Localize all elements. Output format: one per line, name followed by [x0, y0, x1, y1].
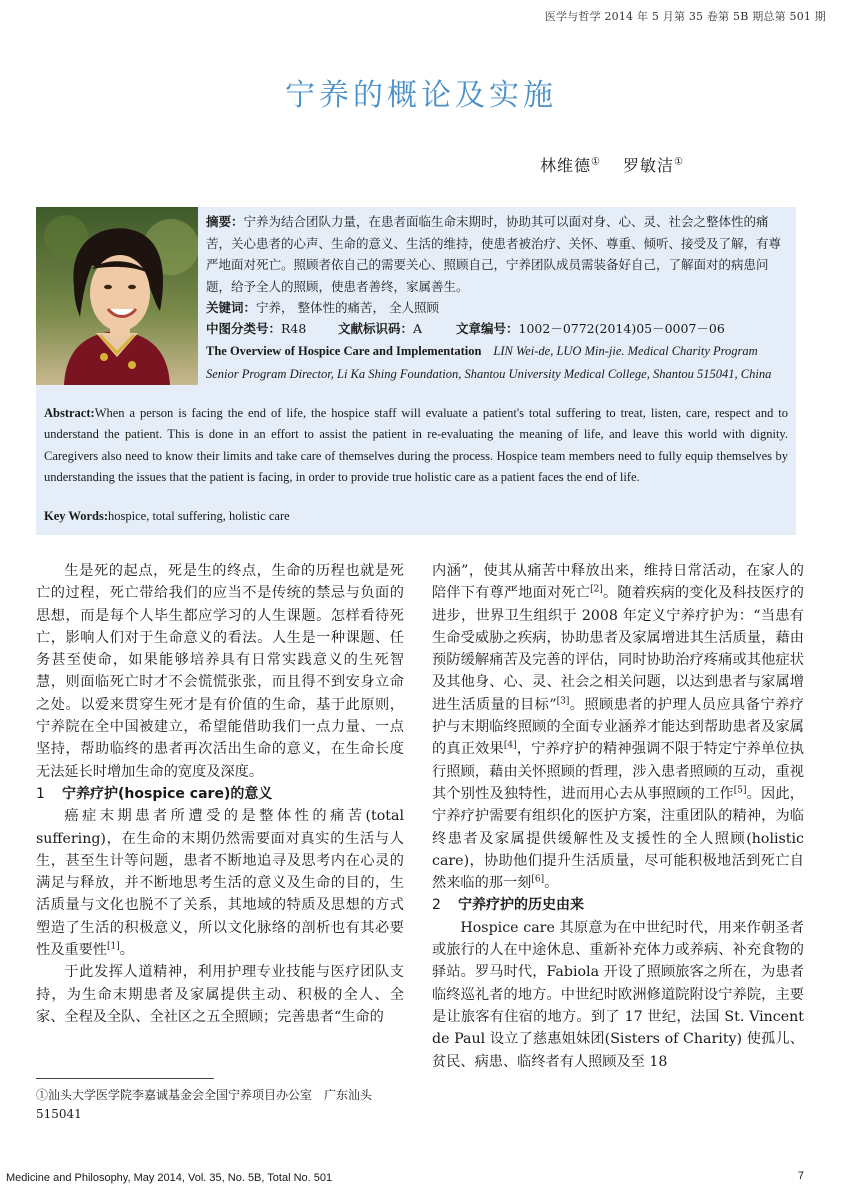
english-abstract: [44, 403, 788, 488]
abstract-cn-text: 宁养为结合团队力量，在患者面临生命末期时，协助其可以面对身、心、灵、社会之整体性的痛苦，关心患者的心声、生命的意义、生活的维持，使患者被治疗、关怀、尊重、倾听、接受及了解，有尊严地面对死亡。照顾者依自己的需要关心、照顾自己，宁养团队成员需装备好自己，了解面对的病患问题，给予全人的照顾，使患者善终，家属善生。: [206, 214, 782, 294]
article-no-label: 文章编号：: [456, 321, 519, 336]
author-line: [540, 153, 684, 176]
footnote: ①汕头大学医学院李嘉诚基金会全国宁养项目办公室 广东汕头 515041: [36, 1088, 373, 1121]
abstract-box: [36, 207, 796, 535]
body-paragraph: 生是死的起点，死是生的终点，生命的历程也就是死亡的过程，死亡带给我们的应当不是传统的禁忌与负面的思想，而是每个人毕生都应学习的人生课题。怎样看待死亡，影响人们对于生命意义的看法。人生是一种课题、任务甚至使命，如果能够培养具有日常实践意义的生死智慧，则面临死亡时才不会慌慌张张，而且得不到安身立命之处。以爱来贯穿生死才是有价值的生命，基于此原则，宁养院在全中国被建立，希望能借助我们一点力量、一点坚持，帮助临终的患者再次活出生命的意义，在生命长度无法延长时增加生命的宽度及深度。: [36, 563, 404, 780]
clc-label: 中图分类号：: [206, 321, 282, 336]
english-keywords: [44, 509, 788, 524]
citation-ref: [4]: [503, 740, 517, 751]
abstract-en-label: Abstract:: [44, 406, 95, 420]
citation-ref: [3]: [556, 696, 570, 707]
doc-code-value: A: [413, 321, 423, 336]
section-number: 1: [36, 785, 45, 802]
english-title-block: [206, 340, 788, 385]
keywords-cn-text: 宁养， 整体性的痛苦， 全人照顾: [256, 300, 439, 315]
body-paragraph: 内涵”，使其从痛苦中释放出来，维持日常活动，在家人的陪伴下有尊严地面对死亡[2]。随着疾病的变化及科技医疗的进步，世界卫生组织于 2008 年定义宁养疗护为：“当患有生命受威胁之疾病，协助患者及家属增进其生活质量，藉由预防缓解痛苦及完善的评估，同时协助治疗疼痛或其他症状及其他身、心、灵、社会之相关问题，以达到患者与家属增进生活质量的目标”[3]。照顾患者的护理人员应具备宁养疗护与末期临终照顾的全面专业涵养才能达到帮助患者及家属的真正效果[4]，宁养疗护的精神强调不限于特定宁养单位执行照顾，藉由关怀照顾的哲理，涉入患者照顾的互动，重视其个别性及独特性，进而用心去从事照顾的工作[5]。因此，宁养疗护需要有组织化的医护方案，注重团队的精神，为临终患者及家属提供缓解性及支援性的全人照顾(holistic care)，协助他们提升生活质量，尽可能积极地活到死亡自然来临的那一刻[6]。: [432, 563, 804, 892]
citation-ref: [6]: [531, 874, 545, 885]
author-name: 林维德: [540, 156, 592, 175]
keywords-cn-label: 关键词：: [206, 300, 257, 315]
keywords-en-text: hospice, total suffering, holistic care: [108, 509, 290, 523]
author-name: 罗敏洁: [623, 156, 675, 175]
running-head: 医学与哲学 2014 年 5 月第 35 卷第 5B 期总第 501 期: [544, 10, 826, 23]
footnote-rule: [36, 1078, 214, 1079]
english-affiliation: LIN Wei-de, LUO Min-jie. Medical Charity Program Senior Program Director, Li Ka Shing Foundation, Shantou University Medical College, Shantou 515041, China: [206, 344, 772, 381]
citation-ref: [2]: [590, 584, 603, 595]
citation-ref: [5]: [733, 785, 747, 796]
citation-ref: [1]: [106, 941, 120, 952]
section-heading-2: [432, 894, 804, 916]
body-paragraph: Hospice care 其原意为在中世纪时代，用来作朝圣者或旅行的人在中途休息、重新补充体力或养病、补充食物的驿站。罗马时代，Fabiola 开设了照顾旅客之所在，为患者临终巡礼者的地方。中世纪时欧洲修道院附设宁养院，主要是让旅客有住宿的地方。到了 17 世纪，法国 St. Vincent de Paul 设立了慈惠姐妹团(Sisters of Charity) 使孤儿、贫民、病患、临终者有人照顾及至 18: [432, 919, 804, 1070]
keywords-en-label: Key Words:: [44, 509, 109, 523]
english-title: The Overview of Hospice Care and Implementation: [206, 344, 482, 358]
chinese-abstract: [206, 211, 788, 319]
article-no-value: 1002－0772(2014)05－0007－06: [518, 321, 725, 336]
section-title: 宁养疗护的历史由来: [458, 897, 584, 914]
clc-value: R48: [281, 321, 307, 336]
body-column-left: [36, 560, 404, 1028]
body-paragraph: 癌症末期患者所遭受的是整体性的痛苦(total suffering)，在生命的末期仍然需要面对真实的生活与人生，甚至生计等问题，患者不断地追寻及思考内在心灵的满足与释放，并不断地思考生活的意义及生命的目的，生活质量与文化也脱不了关系，其地域的特质及思想的方式塑造了生活的积极意义，所以文化脉络的剖析也有其必要性及重要性[1]。: [36, 808, 404, 959]
footer-citation: Medicine and Philosophy, May 2014, Vol. 35, No. 5B, Total No. 501: [6, 1172, 333, 1184]
body-paragraph: 于此发挥人道精神，利用护理专业技能与医疗团队支持，为生命末期患者及家属提供主动、积极的全人、全家、全程及全队、全社区之五全照顾；完善患者“生命的: [36, 964, 404, 1025]
article-title: 宁养的概论及实施: [285, 78, 557, 113]
page-number: 7: [797, 1170, 804, 1182]
abstract-en-text: When a person is facing the end of life, the hospice staff will evaluate a patient's total suffering to treat, listen, care, respect and to understand the patient. This is done in an effort to assist the patient in re-evaluating the meaning of life, and leave this world with dignity. Caregivers also need to know their limits and take care of themselves during the process. Hospice team members need to fully equip themselves by understanding the issues that the patient is facing, in order to provide true holistic care as a patient faces the end of life.: [44, 406, 788, 484]
body-column-right: [432, 560, 804, 1073]
section-title: 宁养疗护(hospice care)的意义: [62, 785, 273, 802]
section-heading-1: [36, 783, 404, 805]
section-number: 2: [432, 897, 441, 914]
abstract-cn-label: 摘要：: [206, 214, 244, 229]
doc-code-label: 文献标识码：: [338, 321, 414, 336]
affiliation-mark: ①: [674, 156, 684, 168]
affiliation-mark: ①: [591, 156, 602, 168]
classification-line: [206, 319, 788, 337]
author-portrait-image: [36, 207, 198, 385]
author-photo: [36, 207, 198, 385]
